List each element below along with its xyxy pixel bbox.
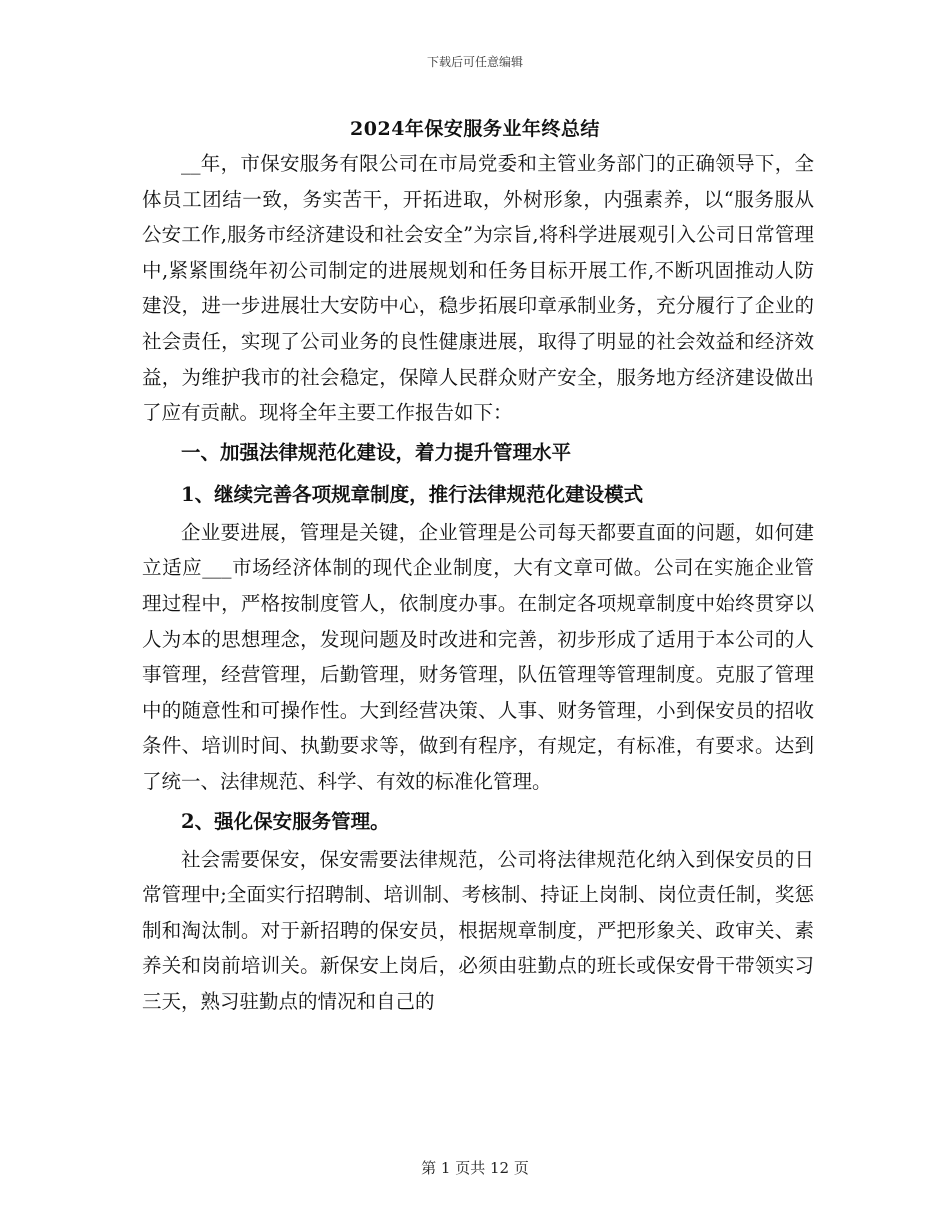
subsection-heading-1: 1、继续完善各项规章制度，推行法律规范化建设模式 xyxy=(181,482,644,506)
paragraph-intro: __年，市保安服务有限公司在市局党委和主管业务部门的正确领导下，全体员工团结一致，务实苦干，开拓进取，外树形象，内强素养，以“服务服从公安工作,服务市经济建设和社会安全”为宗旨,将科学进展观引入公司日常管理中,紧紧围绕年初公司制定的进展规划和任务目标开展工作,不断巩固推动人防建没，进一步进展壮大安防中心，稳步拓展印章承制业务，充分履行了企业的社会责任，实现了公司业务的良性健康进展，取得了明显的社会效益和经济效益，为维护我市的社会稳定，保障人民群众财产安全，服务地方经济建设做出了应有贡献。现将全年主要工作报告如下： xyxy=(142,152,814,425)
document-title: 2024年保安服务业年终总结 xyxy=(350,118,600,140)
document-body xyxy=(142,146,814,1019)
section-heading-1: 一、加强法律规范化建设，着力提升管理水平 xyxy=(181,440,572,464)
page-number: 第 1 页共 12 页 xyxy=(421,1159,529,1177)
paragraph-management: 企业要进展，管理是关键，企业管理是公司每天都要直面的问题，如何建立适应___市场经济体制的现代企业制度，大有文章可做。公司在实施企业管理过程中，严格按制度管人，依制度办事。在制定各项规章制度中始终贯穿以人为本的思想理念，发现问题及时改进和完善，初步形成了适用于本公司的人事管理，经营管理，后勤管理，财务管理，队伍管理等管理制度。克服了管理中的随意性和可操作性。大到经营决策、人事、财务管理，小到保安员的招收条件、培训时间、执勤要求等，做到有程序，有规定，有标准，有要求。达到了统一、法律规范、科学、有效的标准化管理。 xyxy=(142,520,814,793)
paragraph-security-service: 社会需要保安，保安需要法律规范，公司将法律规范化纳入到保安员的日常管理中;全面实行招聘制、培训制、考核制、持证上岗制、岗位责任制，奖惩制和淘汰制。对于新招聘的保安员，根据规章制度，严把形象关、政审关、素养关和岗前培训关。新保安上岗后，必须由驻勤点的班长或保安骨干带领实习三天，熟习驻勤点的情况和自己的 xyxy=(142,847,814,1013)
subsection-heading-2: 2、强化保安服务管理。 xyxy=(181,809,390,833)
header-note: 下载后可任意编辑 xyxy=(426,55,523,69)
